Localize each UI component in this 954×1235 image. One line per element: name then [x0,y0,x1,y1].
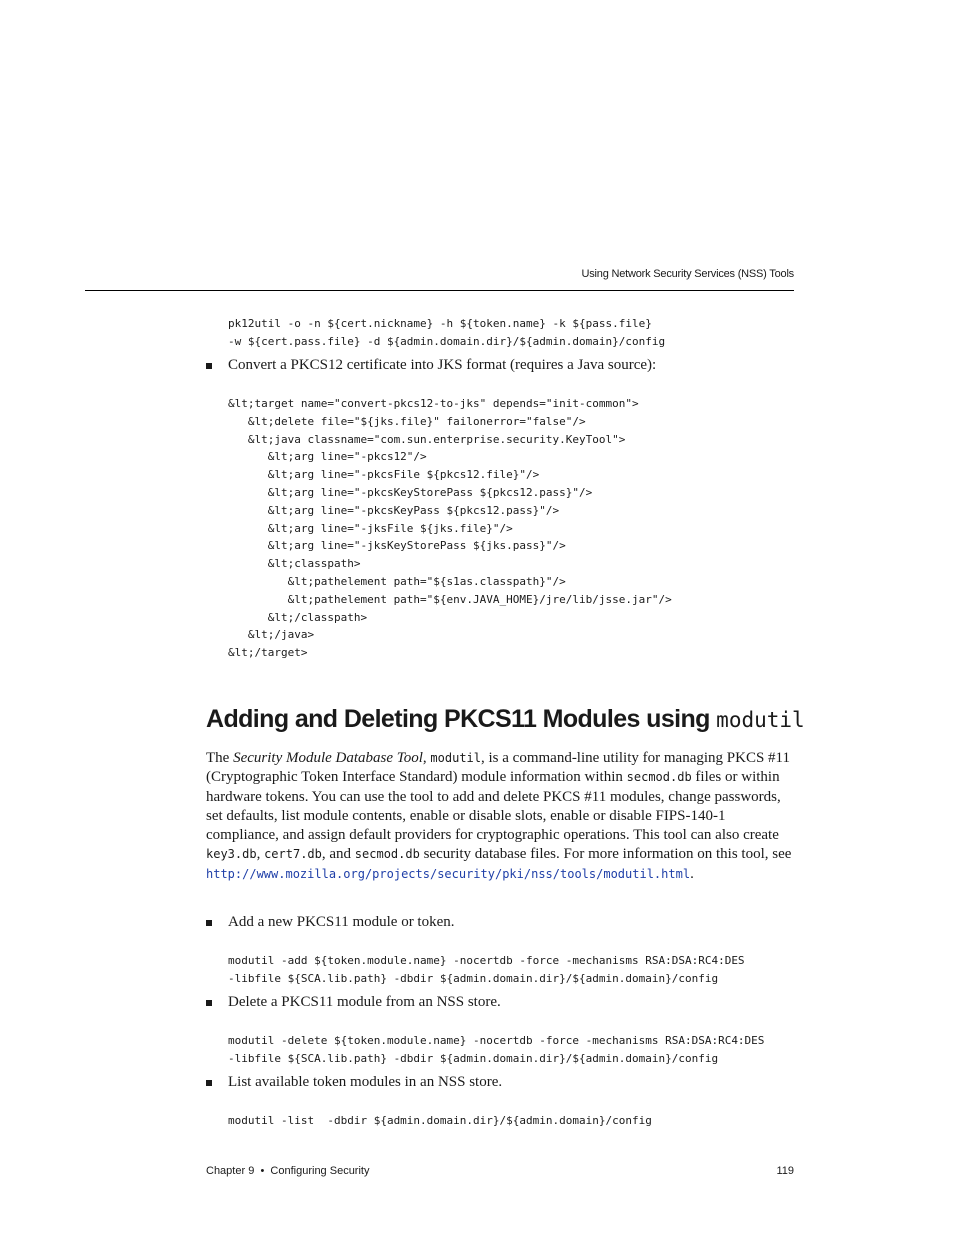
bullet-text: List available token modules in an NSS store. [228,1074,503,1090]
heading-text: Adding and Deleting PKCS11 Modules using [206,705,717,733]
bullet-square-icon [206,920,212,926]
para-text: security database files. For more information on this tool, see [419,846,792,863]
bullet-text: Add a new PKCS11 module or token. [228,914,455,930]
section-heading [206,705,805,734]
para-text: , is a command-line utility for managing PKCS #11 (Cryptographic Token Interface Standard) module information within [206,750,790,786]
para-text: files or within hardware tokens. You can use the tool to add and delete PKCS #11 modules, change passwords, set defaults, list module contents, enable or disable slots, enable or disable FIPS-140-1 compliance, and assign default providers for cryptographic operations. This tool can also create [206,769,781,844]
tool-name: Security Module Database Tool [233,750,423,766]
code-secmod: secmod.db [626,770,692,785]
footer-chapter [206,1165,369,1177]
para-text: , [256,846,265,863]
code-cert7: cert7.db [264,847,322,862]
para-text: , and [321,846,355,863]
bullet-square-icon [206,363,212,369]
page-number: 119 [776,1165,794,1177]
header-rule [85,290,794,291]
heading-code: modutil [716,708,805,732]
bullet-text: Convert a PKCS12 certificate into JKS format (requires a Java source): [228,357,657,373]
bullet-square-icon [206,1080,212,1086]
running-header: Using Network Security Services (NSS) Tools [581,268,794,280]
code-block-pk12util: pk12util -o -n ${cert.nickname} -h ${token.name} -k ${pass.file} -w ${cert.pass.file} -d ${admin.domain.dir}/${admin.domain}/config [228,317,666,348]
para-text: , [422,750,431,766]
code-secmod: secmod.db [354,847,420,862]
code-block-modutil-list: modutil -list -dbdir ${admin.domain.dir}/${admin.domain}/config [228,1114,652,1127]
code-modutil: modutil [430,751,481,765]
bullet-square-icon [206,1000,212,1006]
footer-chapter-title: Configuring Security [270,1165,370,1177]
code-block-modutil-add: modutil -add ${token.module.name} -nocertdb -force -mechanisms RSA:DSA:RC4:DES -libfile ${SCA.lib.path} -dbdir ${admin.domain.dir}/${admin.domain}/config [228,954,745,985]
footer-separator: • [260,1165,265,1177]
intro-paragraph [206,749,798,884]
para-text: . [690,865,694,882]
modutil-doc-link[interactable]: http://www.mozilla.org/projects/security/pki/nss/tools/modutil.html [206,866,691,881]
code-block-jks-target: &lt;target name="convert-pkcs12-to-jks" depends="init-common"> &lt;delete file="${jks.file}" failonerror="false"/> &lt;java classname="com.sun.enterprise.security.KeyTool"> &lt;arg line="-pkcs12"/> &lt;arg line="-pkcsFile ${pkcs12.file}"/> &lt;arg line="-pkcsKeyStorePass ${pkcs12.pass}"/> &lt;arg line="-pkcsKeyPass ${pkcs12.pass}"/> &lt;arg line="-jksFile ${jks.file}"/> &lt;arg line="-jksKeyStorePass ${jks.pass}"/> &lt;classpath> &lt;pathelement path="${s1as.classpath}"/> &lt;pathelement path="${env.JAVA_HOME}/jre/lib/jsse.jar"/> &lt;/classpath> &lt;/java> &lt;/target> [228,397,672,660]
footer-chapter-number: Chapter 9 [206,1165,255,1177]
code-key3: key3.db [206,847,257,862]
bullet-text: Delete a PKCS11 module from an NSS store. [228,994,501,1010]
code-block-modutil-delete: modutil -delete ${token.module.name} -nocertdb -force -mechanisms RSA:DSA:RC4:DES -libfile ${SCA.lib.path} -dbdir ${admin.domain.dir}/${admin.domain}/config [228,1034,765,1065]
para-text: The [206,750,234,766]
